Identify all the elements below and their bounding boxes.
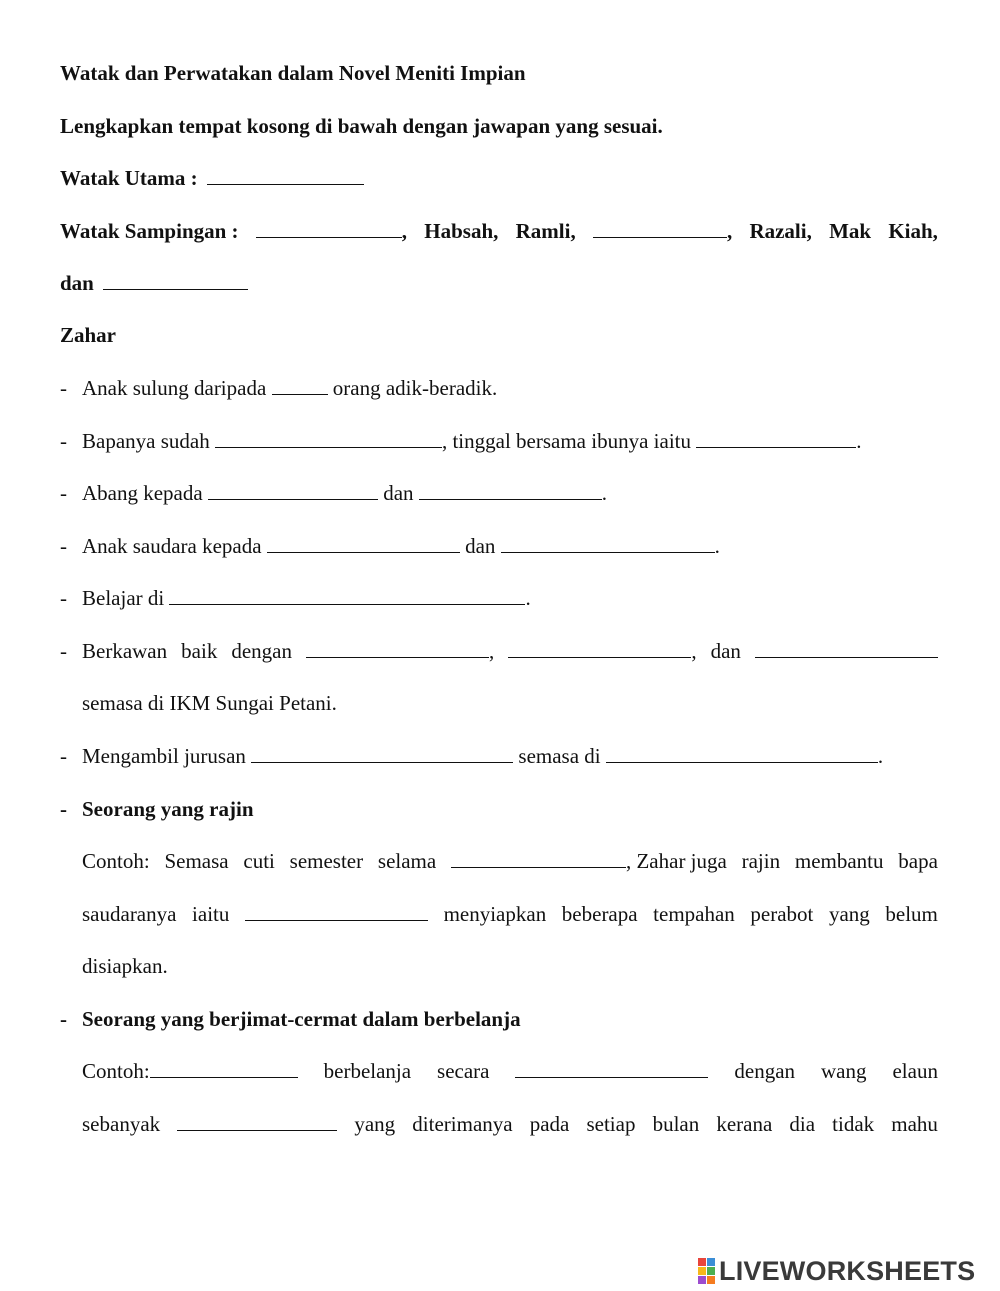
rajin-contoh-line-3	[82, 953, 168, 979]
blank-cuti[interactable]	[451, 848, 626, 868]
name-habsah: Habsah,	[424, 219, 499, 243]
section-zahar: Zahar	[60, 323, 117, 347]
blank-kawan-2[interactable]	[508, 638, 691, 658]
bullet-dash: -	[60, 1007, 67, 1031]
item-text: , tinggal bersama ibunya iaitu	[441, 429, 691, 453]
word: pada	[529, 1112, 570, 1136]
blank-kawan-3[interactable]	[755, 638, 938, 658]
word: dia	[789, 1112, 816, 1136]
period: .	[856, 429, 862, 453]
watak-sampingan-line	[60, 218, 938, 244]
word: rajin	[741, 849, 781, 873]
word: Contoh:	[82, 1059, 150, 1083]
item-text: baik	[181, 639, 218, 663]
liveworksheets-logo-text: LIVEWORKSHEETS	[719, 1255, 976, 1286]
word: sebanyak	[82, 1112, 161, 1136]
item-text: semasa di IKM Sungai Petani.	[82, 691, 337, 715]
item-jurusan	[82, 743, 883, 769]
item-berkawan-line-2	[82, 690, 337, 716]
bullet-dash: -	[60, 797, 67, 821]
period: .	[601, 481, 608, 505]
word: secara	[437, 1059, 490, 1083]
blank-kawan-1-wrap	[306, 638, 494, 664]
item-text: semasa di	[518, 744, 601, 768]
item-text: Anak sulung daripada	[82, 376, 267, 400]
name-kiah: Kiah,	[888, 219, 938, 243]
word: disiapkan.	[82, 954, 168, 978]
jimat-contoh-line-1	[82, 1058, 938, 1084]
watak-sampingan-label: Watak Sampingan :	[60, 219, 239, 243]
word: belum	[885, 902, 938, 926]
watak-utama-label: Watak Utama :	[60, 166, 198, 190]
blank-sampingan-2[interactable]	[593, 218, 727, 238]
word: Contoh:	[82, 849, 150, 873]
word: elaun	[892, 1059, 938, 1083]
word: beberapa	[561, 902, 638, 926]
item-text: orang adik-beradik.	[332, 376, 498, 400]
item-text: Belajar di	[82, 586, 165, 610]
liveworksheets-logo[interactable]	[698, 1255, 976, 1286]
blank-kawan-1[interactable]	[306, 638, 489, 658]
word: berbelanja	[323, 1059, 412, 1083]
item-text: dan	[710, 639, 741, 663]
blank-jimat-cara[interactable]	[515, 1058, 708, 1078]
blank-bapa[interactable]	[215, 428, 442, 448]
item-text: Berkawan	[82, 639, 168, 663]
bullet-dash: -	[60, 586, 67, 610]
bullet-dash: -	[60, 639, 67, 663]
blank-kawan-2-wrap	[508, 638, 696, 664]
word: yang	[354, 1112, 396, 1136]
item-berkawan	[82, 638, 938, 664]
name-mak: Mak	[829, 219, 872, 243]
word: bulan	[652, 1112, 700, 1136]
comma: ,	[489, 639, 495, 663]
item-anak-sulung	[82, 375, 497, 401]
word: tidak	[832, 1112, 875, 1136]
jimat-contoh-line-2	[82, 1111, 938, 1137]
blank-cuti-wrap	[451, 848, 727, 874]
item-anak-saudara	[82, 533, 720, 559]
word: dengan	[734, 1059, 796, 1083]
item-text: dan	[383, 481, 414, 505]
heading-berjimat: Seorang yang berjimat-cermat dalam berbelanja	[82, 1007, 521, 1031]
blank-jurusan[interactable]	[251, 743, 513, 763]
comma: ,	[691, 639, 697, 663]
item-bapa	[82, 428, 862, 454]
word: bapa	[898, 849, 938, 873]
period: .	[714, 534, 720, 558]
logo-square	[707, 1267, 715, 1275]
word: semester	[289, 849, 364, 873]
name-razali: Razali,	[749, 219, 812, 243]
item-text: dan	[465, 534, 496, 558]
logo-square	[707, 1276, 715, 1284]
word: iaitu	[192, 902, 230, 926]
rajin-contoh-line-1	[82, 848, 938, 874]
word: tempahan	[653, 902, 735, 926]
rajin-contoh-line-2	[82, 901, 938, 927]
period: .	[525, 586, 531, 610]
watak-sampingan-line-2	[60, 270, 248, 296]
word: kerana	[716, 1112, 773, 1136]
blank-sampingan-3[interactable]	[103, 270, 248, 290]
heading-rajin: Seorang yang rajin	[82, 797, 254, 821]
word: diterimanya	[412, 1112, 513, 1136]
blank-ibu[interactable]	[696, 428, 856, 448]
word: membantu	[794, 849, 884, 873]
logo-square	[707, 1258, 715, 1266]
word: selama	[377, 849, 437, 873]
item-belajar	[82, 585, 531, 611]
bullet-dash: -	[60, 744, 67, 768]
word: , Zahar juga	[625, 849, 727, 873]
logo-square	[698, 1267, 706, 1275]
item-text: Anak saudara kepada	[82, 534, 262, 558]
item-text: Abang kepada	[82, 481, 203, 505]
instruction: Lengkapkan tempat kosong di bawah dengan jawapan yang sesuai.	[60, 114, 663, 138]
bullet-dash: -	[60, 429, 67, 453]
logo-square	[698, 1258, 706, 1266]
jimat-contoh-wrap	[82, 1058, 298, 1084]
blank-belajar[interactable]	[169, 585, 525, 605]
blank-sampingan-2-wrap	[593, 218, 732, 244]
bullet-dash: -	[60, 481, 67, 505]
blank-abang-2[interactable]	[419, 480, 602, 500]
blank-saudara-1[interactable]	[267, 533, 460, 553]
blank-watak-utama[interactable]	[207, 165, 364, 185]
word: perabot	[750, 902, 814, 926]
word: yang	[828, 902, 870, 926]
page-title: Watak dan Perwatakan dalam Novel Meniti Impian	[60, 61, 526, 85]
blank-jimat-nama[interactable]	[150, 1058, 298, 1078]
blank-bilangan-adik[interactable]	[272, 375, 328, 395]
word: mahu	[891, 1112, 938, 1136]
period: .	[877, 744, 884, 768]
item-text: Mengambil jurusan	[82, 744, 246, 768]
blank-sampingan-1[interactable]	[256, 218, 402, 238]
item-abang	[82, 480, 607, 506]
bullet-dash: -	[60, 534, 67, 558]
bullet-dash: -	[60, 376, 67, 400]
blank-jimat-elaun[interactable]	[177, 1111, 337, 1131]
liveworksheets-logo-icon	[698, 1258, 715, 1284]
blank-bapa-saudara[interactable]	[245, 901, 428, 921]
watak-utama-line	[60, 165, 364, 191]
blank-tempat[interactable]	[606, 743, 878, 763]
word: cuti	[243, 849, 275, 873]
word: Semasa	[164, 849, 229, 873]
word: wang	[821, 1059, 867, 1083]
blank-sampingan-1-wrap	[256, 218, 407, 244]
blank-saudara-2[interactable]	[501, 533, 715, 553]
comma: ,	[726, 219, 733, 243]
dan-label: dan	[60, 271, 94, 295]
word: menyiapkan	[443, 902, 547, 926]
comma: ,	[401, 219, 408, 243]
item-text: dengan	[231, 639, 293, 663]
name-ramli: Ramli,	[515, 219, 576, 243]
blank-abang-1[interactable]	[208, 480, 378, 500]
word: saudaranya	[82, 902, 177, 926]
word: setiap	[586, 1112, 636, 1136]
item-text: Bapanya sudah	[82, 429, 210, 453]
logo-square	[698, 1276, 706, 1284]
